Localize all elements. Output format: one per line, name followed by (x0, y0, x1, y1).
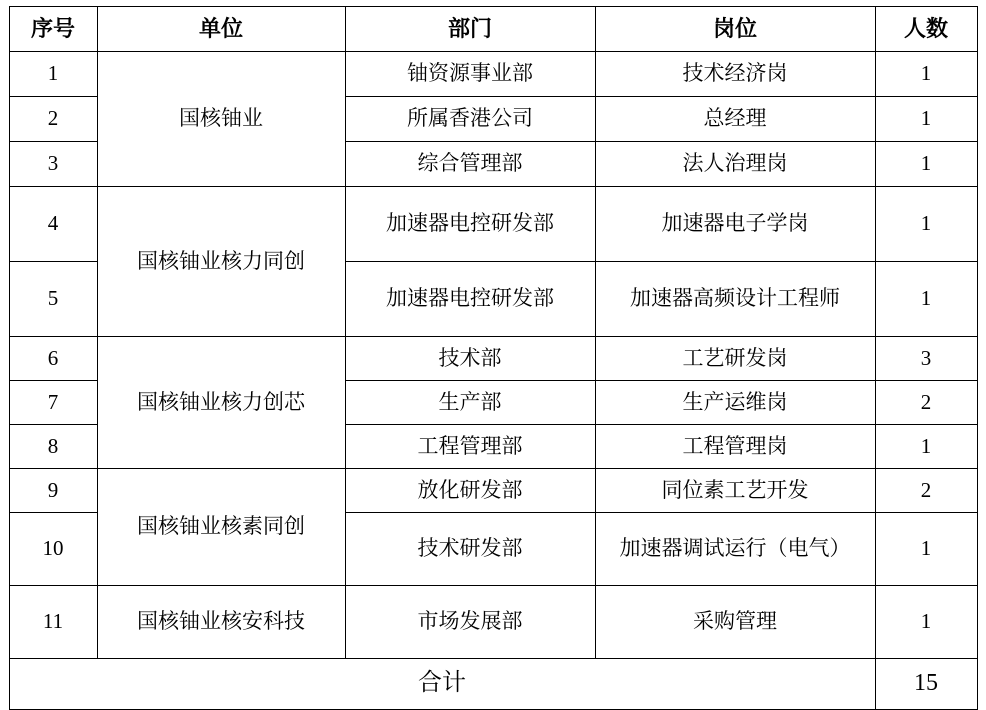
cell-unit: 国核铀业核安科技 (97, 586, 345, 659)
cell-no: 11 (9, 586, 97, 659)
cell-post: 技术经济岗 (595, 52, 875, 97)
column-header-post: 岗位 (595, 7, 875, 52)
cell-count: 1 (875, 187, 977, 262)
cell-count: 1 (875, 142, 977, 187)
cell-dept: 综合管理部 (345, 142, 595, 187)
cell-post: 工程管理岗 (595, 425, 875, 469)
cell-no: 3 (9, 142, 97, 187)
cell-no: 1 (9, 52, 97, 97)
cell-count: 1 (875, 52, 977, 97)
cell-count: 1 (875, 262, 977, 337)
cell-dept: 技术研发部 (345, 513, 595, 586)
table-row (9, 52, 977, 97)
table-header (9, 7, 977, 52)
cell-no: 4 (9, 187, 97, 262)
table-row (9, 187, 977, 262)
cell-dept: 生产部 (345, 381, 595, 425)
cell-dept: 工程管理部 (345, 425, 595, 469)
cell-post: 生产运维岗 (595, 381, 875, 425)
cell-dept: 加速器电控研发部 (345, 187, 595, 262)
cell-no: 2 (9, 97, 97, 142)
cell-count: 1 (875, 425, 977, 469)
table-header-row (9, 7, 977, 52)
cell-dept: 加速器电控研发部 (345, 262, 595, 337)
column-header-dept: 部门 (345, 7, 595, 52)
total-value: 15 (875, 659, 977, 710)
cell-post: 总经理 (595, 97, 875, 142)
cell-count: 3 (875, 337, 977, 381)
cell-count: 1 (875, 97, 977, 142)
column-header-unit: 单位 (97, 7, 345, 52)
cell-no: 8 (9, 425, 97, 469)
cell-no: 7 (9, 381, 97, 425)
cell-post: 采购管理 (595, 586, 875, 659)
cell-no: 5 (9, 262, 97, 337)
table-row (9, 469, 977, 513)
cell-post: 加速器调试运行（电气） (595, 513, 875, 586)
cell-post: 同位素工艺开发 (595, 469, 875, 513)
table-body (9, 52, 977, 710)
cell-post: 加速器高频设计工程师 (595, 262, 875, 337)
cell-unit: 国核铀业 (97, 52, 345, 187)
cell-unit: 国核铀业核力同创 (97, 187, 345, 337)
cell-count: 2 (875, 469, 977, 513)
cell-no: 6 (9, 337, 97, 381)
total-label: 合计 (9, 659, 875, 710)
table-row (9, 337, 977, 381)
cell-unit: 国核铀业核力创芯 (97, 337, 345, 469)
table-total-row (9, 659, 977, 710)
recruitment-table (9, 6, 978, 710)
cell-dept: 所属香港公司 (345, 97, 595, 142)
cell-no: 9 (9, 469, 97, 513)
cell-dept: 技术部 (345, 337, 595, 381)
cell-unit: 国核铀业核素同创 (97, 469, 345, 586)
cell-dept: 放化研发部 (345, 469, 595, 513)
cell-post: 加速器电子学岗 (595, 187, 875, 262)
column-header-no: 序号 (9, 7, 97, 52)
cell-count: 1 (875, 586, 977, 659)
cell-dept: 市场发展部 (345, 586, 595, 659)
cell-count: 1 (875, 513, 977, 586)
cell-count: 2 (875, 381, 977, 425)
cell-post: 工艺研发岗 (595, 337, 875, 381)
cell-post: 法人治理岗 (595, 142, 875, 187)
cell-no: 10 (9, 513, 97, 586)
cell-dept: 铀资源事业部 (345, 52, 595, 97)
table-row (9, 586, 977, 659)
column-header-count: 人数 (875, 7, 977, 52)
